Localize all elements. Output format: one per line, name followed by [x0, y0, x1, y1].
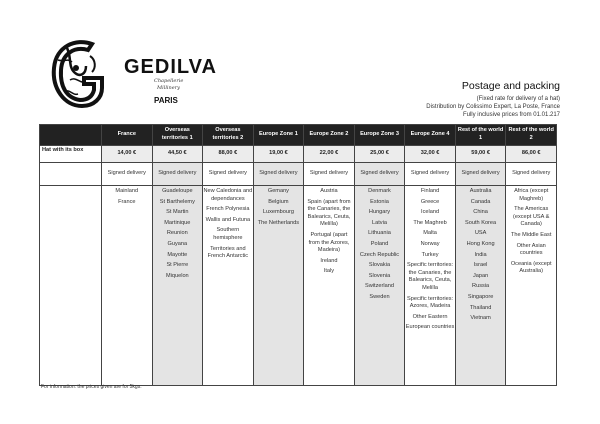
price-row — [40, 146, 557, 163]
country-item: Norway — [420, 240, 440, 247]
countries-cell — [152, 186, 203, 386]
price-cell: 59,00 € — [455, 146, 506, 163]
country-item: Sweden — [369, 293, 390, 300]
postage-table — [39, 124, 557, 386]
country-item: New Caledonia and dependances — [203, 188, 253, 202]
countries-cell — [304, 186, 355, 386]
price-cell: 86,00 € — [506, 146, 557, 163]
country-item: Czech Republic — [359, 251, 400, 258]
country-item: Other Asian countries — [516, 242, 546, 257]
row-label-empty — [40, 163, 102, 186]
country-item: South Korea — [465, 219, 497, 226]
delivery-row — [40, 163, 557, 186]
country-item: Belgium — [268, 198, 289, 205]
country-item: St Pierre — [166, 262, 189, 269]
country-item: Wallis and Futuna — [205, 216, 251, 223]
gedilva-monogram-logo — [46, 36, 110, 112]
country-item: Hungary — [368, 209, 391, 216]
delivery-cell: Signed delivery — [203, 163, 254, 186]
header-zone: France — [102, 125, 153, 146]
country-item: Ireland — [320, 257, 338, 264]
countries-cell — [102, 186, 153, 386]
country-item: Russia — [472, 283, 490, 290]
country-item: St Martin — [166, 209, 189, 216]
row-label: Hat with its box — [40, 146, 102, 163]
country-item: Singapore — [467, 293, 494, 300]
country-item: The Maghreb — [413, 219, 447, 226]
country-item: Latvia — [372, 219, 387, 226]
delivery-cell: Signed delivery — [253, 163, 304, 186]
header-zone: Europe Zone 1 — [253, 125, 304, 146]
header-zone: Europe Zone 2 — [304, 125, 355, 146]
country-item: The Middle East — [510, 231, 552, 238]
country-item: French Polynesia — [206, 206, 250, 213]
country-item: Portugal (apart from the Azores, Madeira) — [308, 231, 350, 254]
country-item: Reunion — [166, 230, 188, 237]
country-item: Martinique — [164, 219, 191, 226]
country-item: Austria — [320, 188, 338, 194]
country-item: Slovenia — [368, 272, 391, 279]
country-item: India — [474, 251, 487, 258]
countries-cell — [455, 186, 506, 386]
countries-cell — [405, 186, 456, 386]
header-zone: Overseas territories 1 — [152, 125, 203, 146]
country-item: Vietnam — [470, 315, 491, 322]
country-item: Iceland — [421, 209, 440, 216]
header-corner — [40, 125, 102, 146]
country-item: China — [473, 209, 488, 216]
delivery-cell: Signed delivery — [354, 163, 405, 186]
country-item: Southern hemisphere — [213, 227, 243, 241]
header-zone: Europe Zone 3 — [354, 125, 405, 146]
country-item: Lithuania — [368, 230, 391, 237]
country-item: Mainland — [115, 188, 139, 194]
country-item: Italy — [323, 268, 335, 275]
header-zone: Rest of the world 1 — [455, 125, 506, 146]
country-item: Guadeloupe — [162, 188, 193, 194]
row-label-empty — [40, 186, 102, 386]
country-item: Poland — [370, 240, 389, 247]
country-item: France — [118, 198, 136, 205]
country-item: Canada — [470, 198, 491, 205]
country-item: Spain (apart from the Canaries, the Balearics, Ceuta, Melilla) — [307, 198, 351, 228]
countries-cell — [253, 186, 304, 386]
country-item: Africa (except Maghreb) — [514, 188, 549, 202]
delivery-cell: Signed delivery — [102, 163, 153, 186]
country-item: Guyana — [167, 240, 188, 247]
country-item: USA — [474, 230, 487, 237]
brand-tagline-chapellerie: Chapellerie — [154, 78, 184, 84]
info-line-1: (Fixed rate for delivery of a hat) — [476, 96, 560, 102]
price-cell: 22,00 € — [304, 146, 355, 163]
price-cell: 32,00 € — [405, 146, 456, 163]
country-item: Japan — [472, 272, 489, 279]
price-cell: 44,50 € — [152, 146, 203, 163]
country-item: Luxembourg — [262, 209, 294, 216]
country-item: Hong Kong — [466, 240, 495, 247]
country-item: Israel — [473, 262, 488, 269]
country-item: Other Eastern — [412, 313, 448, 320]
country-item: Gemany — [267, 188, 289, 194]
delivery-cell: Signed delivery — [152, 163, 203, 186]
country-item: Australia — [469, 188, 492, 194]
country-item: Mayotte — [167, 251, 188, 258]
header-row — [40, 125, 557, 146]
countries-row — [40, 186, 557, 386]
brand-city: PARIS — [154, 96, 178, 105]
delivery-cell: Signed delivery — [455, 163, 506, 186]
country-item: Turkey — [421, 251, 439, 258]
footnote: For information: the prices given are for 5kgs. — [41, 384, 142, 390]
price-cell: 25,00 € — [354, 146, 405, 163]
country-item: The Netherlands — [257, 219, 300, 226]
countries-cell — [506, 186, 557, 386]
country-item: Finland — [420, 188, 440, 194]
country-item: Specific territories: the Canaries, the Balearics, Ceuta, Melilla — [407, 262, 454, 291]
price-cell: 88,00 € — [203, 146, 254, 163]
country-item: The Americas (except USA & Canada) — [512, 206, 550, 228]
country-item: Thailand — [469, 304, 492, 311]
price-cell: 19,00 € — [253, 146, 304, 163]
shipping-info — [426, 80, 560, 119]
country-item: Specific territories: Azores, Madeira — [407, 295, 454, 310]
header-zone: Overseas territories 2 — [203, 125, 254, 146]
countries-cell — [203, 186, 254, 386]
country-item: Denmark — [368, 188, 391, 194]
delivery-cell: Signed delivery — [405, 163, 456, 186]
info-line-3: Fully inclusive prices from 01.01.217 — [462, 112, 560, 118]
countries-cell — [354, 186, 405, 386]
brand-tagline-millinery: Millinery — [157, 85, 180, 91]
header-zone: Europe Zone 4 — [405, 125, 456, 146]
country-item: Miquelon — [165, 272, 189, 279]
country-item: Slovakia — [368, 262, 391, 269]
country-item: Oceania (except Australia) — [510, 260, 552, 275]
info-title: Postage and packing — [461, 80, 560, 92]
country-item: Switzerland — [365, 283, 394, 290]
country-item: Estonia — [370, 198, 389, 205]
delivery-cell: Signed delivery — [304, 163, 355, 186]
info-line-2: Distribution by Colissimo Expert, La Poste, France — [426, 104, 560, 110]
header-zone: Rest of the world 2 — [506, 125, 557, 146]
price-cell: 14,00 € — [102, 146, 153, 163]
brand-name: GEDILVA — [124, 56, 217, 78]
country-item: European countries — [405, 324, 455, 331]
country-item: St Barthelemy — [159, 198, 195, 205]
delivery-cell: Signed delivery — [506, 163, 557, 186]
country-item: Malta — [423, 230, 437, 237]
country-item: Greece — [420, 198, 440, 205]
country-item: Territories and French Antarctic — [207, 245, 249, 260]
